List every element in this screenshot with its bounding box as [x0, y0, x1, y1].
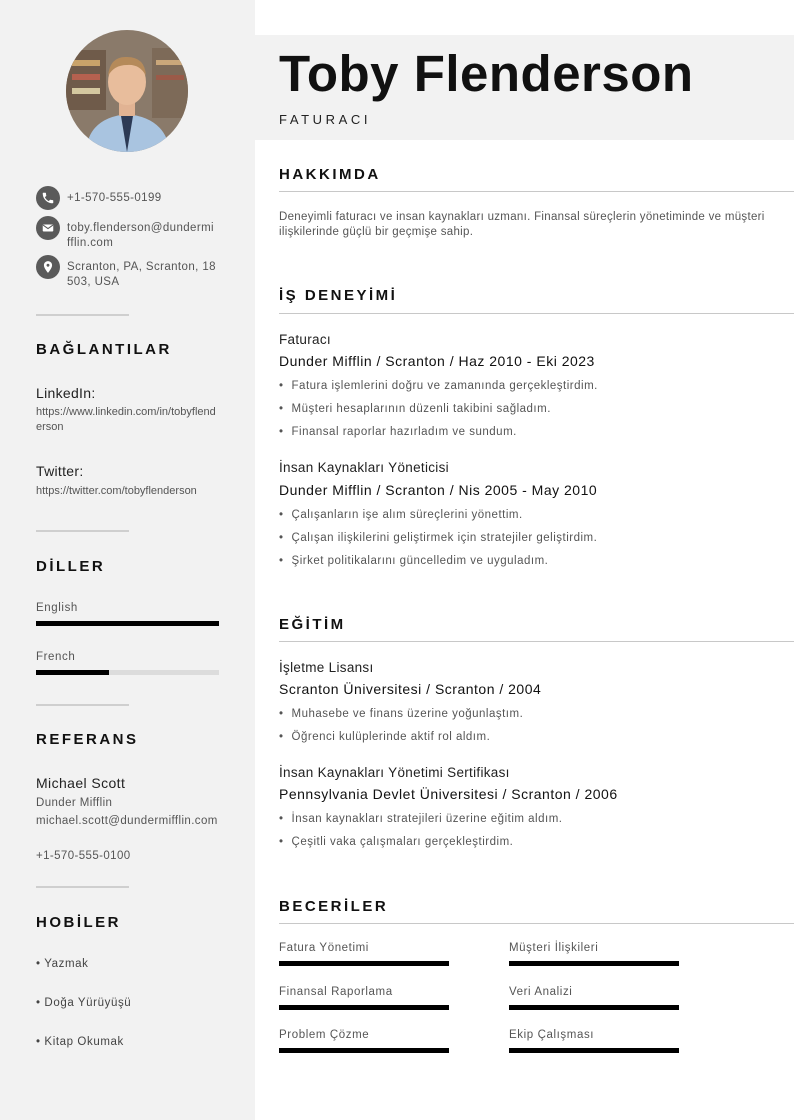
reference-email[interactable]: michael.scott@dundermifflin.com — [36, 815, 218, 827]
skill-fill — [279, 961, 449, 966]
reference-name: Michael Scott — [36, 775, 126, 791]
skill-bar — [509, 1005, 679, 1010]
divider — [36, 704, 129, 706]
address-text: Scranton, PA, Scranton, 18503, USA — [67, 261, 216, 288]
skill-name: Problem Çözme — [279, 1029, 370, 1041]
reference-company: Dunder Mifflin — [36, 797, 113, 809]
hobby-label: Kitap Okumak — [44, 1036, 124, 1048]
skill-name: Fatura Yönetimi — [279, 942, 369, 954]
section-divider — [279, 923, 794, 924]
twitter-url[interactable]: https://twitter.com/tobyflenderson — [36, 485, 197, 497]
education-bullet: • Öğrenci kulüplerinde aktif rol aldım. — [279, 731, 490, 743]
skill-bar — [509, 961, 679, 966]
hobby-label: Doğa Yürüyüşü — [44, 997, 132, 1009]
experience-bullet: • Fatura işlemlerini doğru ve zamanında gerçekleştirdim. — [279, 380, 598, 392]
section-divider — [279, 641, 794, 642]
email-text[interactable]: toby.flenderson@dundermifflin.com — [67, 222, 214, 249]
education-subtitle: Pennsylvania Devlet Üniversitesi / Scranton / 2006 — [279, 786, 618, 802]
experience-subtitle: Dunder Mifflin / Scranton / Nis 2005 - May 2010 — [279, 482, 598, 498]
skill-fill — [509, 1048, 679, 1053]
hobby-item: • Doğa Yürüyüşü — [36, 997, 132, 1009]
links-heading: BAĞLANTILAR — [36, 341, 172, 358]
email-icon — [36, 216, 60, 240]
education-bullet: • İnsan kaynakları stratejileri üzerine eğitim aldım. — [279, 813, 562, 825]
education-bullet: • Muhasebe ve finans üzerine yoğunlaştım. — [279, 708, 523, 720]
divider — [36, 530, 129, 532]
language-level-bar — [36, 621, 219, 626]
divider — [36, 886, 129, 888]
hobbies-heading: HOBİLER — [36, 914, 121, 931]
phone-icon — [36, 186, 60, 210]
section-divider — [279, 191, 794, 192]
contact-phone — [36, 186, 217, 210]
twitter-label: Twitter: — [36, 463, 84, 479]
hobby-label: Yazmak — [44, 958, 89, 970]
hobby-item: • Kitap Okumak — [36, 1036, 124, 1048]
experience-title: İnsan Kaynakları Yöneticisi — [279, 460, 449, 475]
experience-bullet: • Çalışanların işe alım süreçlerini yönettim. — [279, 509, 523, 521]
experience-bullet: • Çalışan ilişkilerini geliştirmek için stratejiler geliştirdim. — [279, 532, 597, 544]
skill-name: Ekip Çalışması — [509, 1029, 595, 1041]
divider — [36, 314, 129, 316]
language-level-bar — [36, 670, 219, 675]
education-title: İşletme Lisansı — [279, 660, 374, 675]
education-bullet: • Çeşitli vaka çalışmaları gerçekleştirdim. — [279, 836, 513, 848]
skill-bar — [509, 1048, 679, 1053]
skill-bar — [279, 1005, 449, 1010]
experience-bullet: • Finansal raporlar hazırladım ve sundum. — [279, 426, 517, 438]
reference-heading: REFERANS — [36, 731, 139, 748]
linkedin-label: LinkedIn: — [36, 385, 96, 401]
sidebar — [0, 0, 255, 1120]
section-divider — [279, 313, 794, 314]
languages-heading: DİLLER — [36, 558, 106, 575]
linkedin-url[interactable]: https://www.linkedin.com/in/tobyflenderson — [36, 406, 216, 433]
hobby-item: • Yazmak — [36, 958, 89, 970]
person-name: Toby Flenderson — [279, 45, 694, 102]
skill-fill — [509, 1005, 679, 1010]
contact-address — [36, 255, 217, 290]
skill-name: Müşteri İlişkileri — [509, 942, 599, 954]
skill-bar — [279, 1048, 449, 1053]
language-level-fill — [36, 621, 219, 626]
profile-photo — [66, 30, 188, 152]
skill-fill — [279, 1048, 449, 1053]
about-heading: HAKKIMDA — [279, 166, 381, 183]
about-text: Deneyimli faturacı ve insan kaynakları uzmanı. Finansal süreçlerin yönetiminde ve müşteri ilişkilerinde güçlü bir geçmişe sahip. — [279, 211, 765, 238]
education-title: İnsan Kaynakları Yönetimi Sertifikası — [279, 765, 510, 780]
experience-title: Faturacı — [279, 332, 331, 347]
profile-photo-image — [66, 30, 188, 152]
experience-heading: İŞ DENEYİMİ — [279, 287, 398, 304]
skill-fill — [279, 1005, 449, 1010]
language-name: English — [36, 602, 78, 614]
skill-name: Veri Analizi — [509, 986, 573, 998]
skill-fill — [509, 961, 679, 966]
location-pin-icon — [36, 255, 60, 279]
skills-heading: BECERİLER — [279, 898, 389, 915]
experience-bullet: • Şirket politikalarını güncelledim ve uyguladım. — [279, 555, 548, 567]
skill-bar — [279, 961, 449, 966]
experience-bullet: • Müşteri hesaplarının düzenli takibini sağladım. — [279, 403, 551, 415]
language-level-fill — [36, 670, 109, 675]
language-name: French — [36, 651, 76, 663]
reference-phone: +1-570-555-0100 — [36, 850, 131, 862]
contact-email — [36, 216, 217, 251]
job-title: FATURACI — [279, 112, 372, 127]
phone-text: +1-570-555-0199 — [67, 192, 162, 204]
experience-subtitle: Dunder Mifflin / Scranton / Haz 2010 - Eki 2023 — [279, 353, 595, 369]
education-heading: EĞİTİM — [279, 616, 346, 633]
skill-name: Finansal Raporlama — [279, 986, 393, 998]
education-subtitle: Scranton Üniversitesi / Scranton / 2004 — [279, 681, 542, 697]
